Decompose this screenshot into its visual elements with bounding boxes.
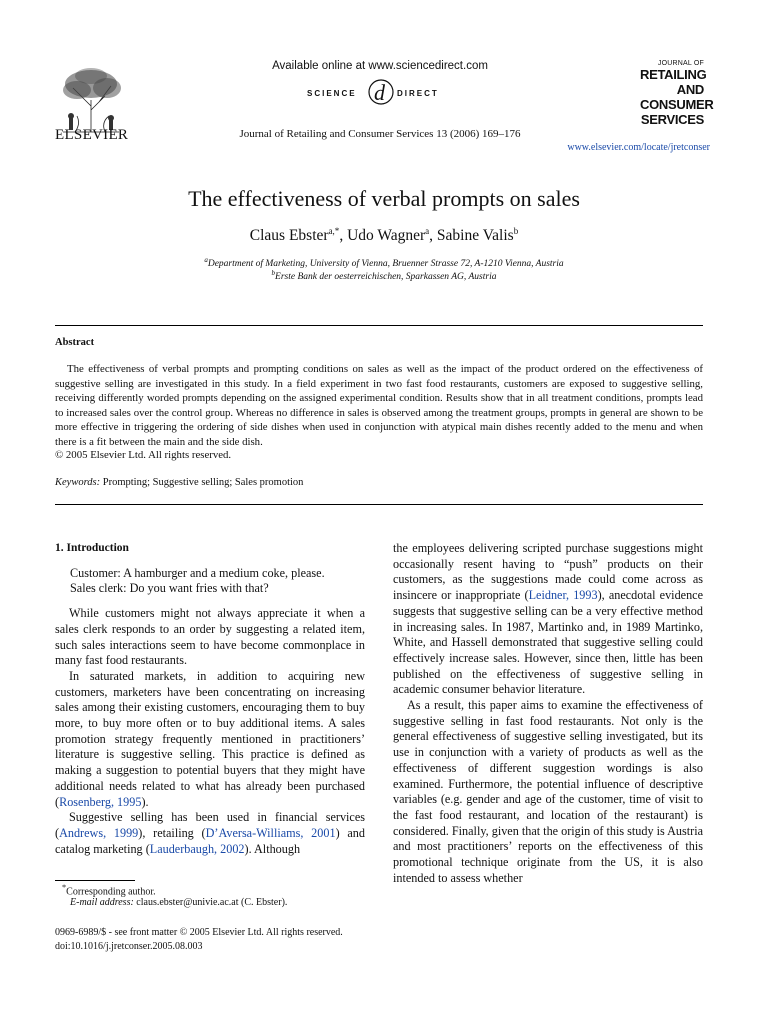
journal-logo-line: CONSUMER [640, 97, 714, 112]
paragraph: the employees delivering scripted purchase suggestions might occasionally resent having to “push” products on their customers, as the suggestions made could come across as insincere or inappropriate (Leidner, 1993), anecdotal evidence suggests that suggestive selling can be a very effective method in increasing sales. In 1987, Martinko and, in 1989 Martinko, White, and Hassell demonstrated that suggestive selling could effectively increase sales. However, since then, little has been published on the effectiveness of suggestive selling in academic consumer behavior literature. [393, 541, 703, 697]
citation-link[interactable]: Leidner, 1993 [528, 588, 598, 603]
author-name: Claus Ebster [249, 227, 329, 245]
footnote-corresponding: *Corresponding author. [62, 883, 156, 898]
publisher-name: ELSEVIER [55, 127, 129, 143]
journal-logo-line: AND [676, 82, 704, 97]
abstract-body: The effectiveness of verbal prompts and prompting conditions on sales as well as the impact of the product ordered on the effectiveness of suggestive selling are investigated in this study. In a field experiment in two fast food restaurants, customers are exposed to suggestive selling, receiving differently worded prompts depending on the assigned experimental condition. Results show that in all treatment conditions, prompts lead to increased sales over the control group. Whereas no difference in sales is observed among the treatment groups, prompts in general are shown to be more effective in triggering the ordering of side dishes when used in conjunction with atypical main dishes recently added to the menu and when there is a fit between the main and the side dish. [55, 363, 703, 448]
sciencedirect-right-word: DIRECT [397, 89, 439, 98]
keywords-line: Keywords: Prompting; Suggestive selling; Sales promotion [55, 477, 304, 488]
left-column [55, 541, 365, 857]
keywords-label: Keywords: [55, 477, 101, 488]
right-column [393, 541, 703, 886]
dialog-line: Customer: A hamburger and a medium coke, please. [70, 565, 325, 580]
journal-logo-line: RETAILING [640, 67, 707, 82]
front-matter-line: 0969-6989/$ - see front matter © 2005 Elsevier Ltd. All rights reserved. [55, 927, 343, 938]
abstract-heading: Abstract [55, 337, 95, 348]
author-name: Udo Wagner [347, 227, 426, 245]
author-superscript: a,* [328, 226, 340, 236]
author-list: Claus Ebster$^{a,*}$, Udo Wagner$^a$, Sabine Valis$^b$ [249, 226, 519, 245]
paragraph: In saturated markets, in addition to acquiring new customers, marketers have been concentrating on increasing sales among their existing customers, encouraging them to buy more, to buy more often or to buy additional items. A sales promotion strategy frequently mentioned in practitioners’ literature is suggestive selling. This practice is defined as making a suggestion to potential buyers that they might have additional needs related to what has already been purchased (Rosenberg, 1995). [55, 668, 365, 809]
citation-link[interactable]: D’Aversa-Williams, 2001 [205, 825, 336, 840]
author-name: Sabine Valis [436, 227, 514, 245]
paragraph: Suggestive selling has been used in financial services (Andrews, 1999), retailing (D’Aversa-Williams, 2001) and catalog marketing (Lauderbaugh, 2002). Although [55, 810, 365, 856]
journal-url-link[interactable]: www.elsevier.com/locate/jretconser [567, 142, 710, 153]
citation-link[interactable]: Andrews, 1999 [59, 825, 139, 840]
paragraph: While customers might not always appreciate it when a sales clerk responds to an order by suggesting a related item, such sales interactions seem to have become commonplace in many fast food restaurants. [55, 606, 365, 668]
svg-text:d: d [374, 80, 385, 105]
paper-title: The effectiveness of verbal prompts on sales [188, 186, 580, 211]
abstract-copyright: © 2005 Elsevier Ltd. All rights reserved. [55, 449, 232, 461]
journal-logo-line: SERVICES [640, 112, 704, 127]
citation-link[interactable]: Rosenberg, 1995 [59, 794, 142, 809]
journal-logo [640, 60, 714, 127]
author-superscript: b [513, 226, 519, 236]
footnote-email: E-mail address: claus.ebster@univie.ac.at (C. Ebster). [70, 897, 288, 908]
abstract-bottom-rule [55, 504, 703, 505]
citation-link[interactable]: Lauderbaugh, 2002 [149, 841, 245, 856]
footnote-rule [55, 880, 135, 881]
available-online-text: Available online at www.sciencedirect.com [272, 60, 488, 72]
affiliation-a: $^a$Department of Marketing, University of Vienna, Bruenner Strasse 72, A-1210 Vienna, Austria [204, 256, 564, 270]
abstract-top-rule [55, 325, 703, 326]
dialog-line: Sales clerk: Do you want fries with that? [70, 581, 269, 596]
sciencedirect-left-word: SCIENCE [307, 89, 357, 98]
affiliation-b: $^b$Erste Bank der oesterreichischen, Sparkassen AG, Austria [271, 269, 497, 283]
section-heading: 1. Introduction [55, 542, 129, 554]
sciencedirect-logo [305, 76, 455, 106]
doi-line: doi:10.1016/j.jretconser.2005.08.003 [55, 941, 203, 952]
paragraph: As a result, this paper aims to examine the effectiveness of suggestive selling in fast food restaurants. Not only is the general effectiveness of suggestive selling investigated, but its use in conjunction with a variety of products as well as the effectiveness of different suggestion wordings is also examined. Furthermore, the potential influence of descriptive variables (e.g. gender and age of the customer, time of visit to the fast food restaurant, and location of the restaurant) is considered. Finally, given that the origin of this study is Austria and most practitioners’ reports on the effectiveness of this promotional technique originate from the US, it is also intended to assess whether [393, 698, 703, 885]
author-superscript: a [425, 226, 430, 236]
journal-citation: Journal of Retailing and Consumer Services 13 (2006) 169–176 [239, 128, 521, 140]
journal-logo-small: JOURNAL OF [657, 60, 704, 67]
